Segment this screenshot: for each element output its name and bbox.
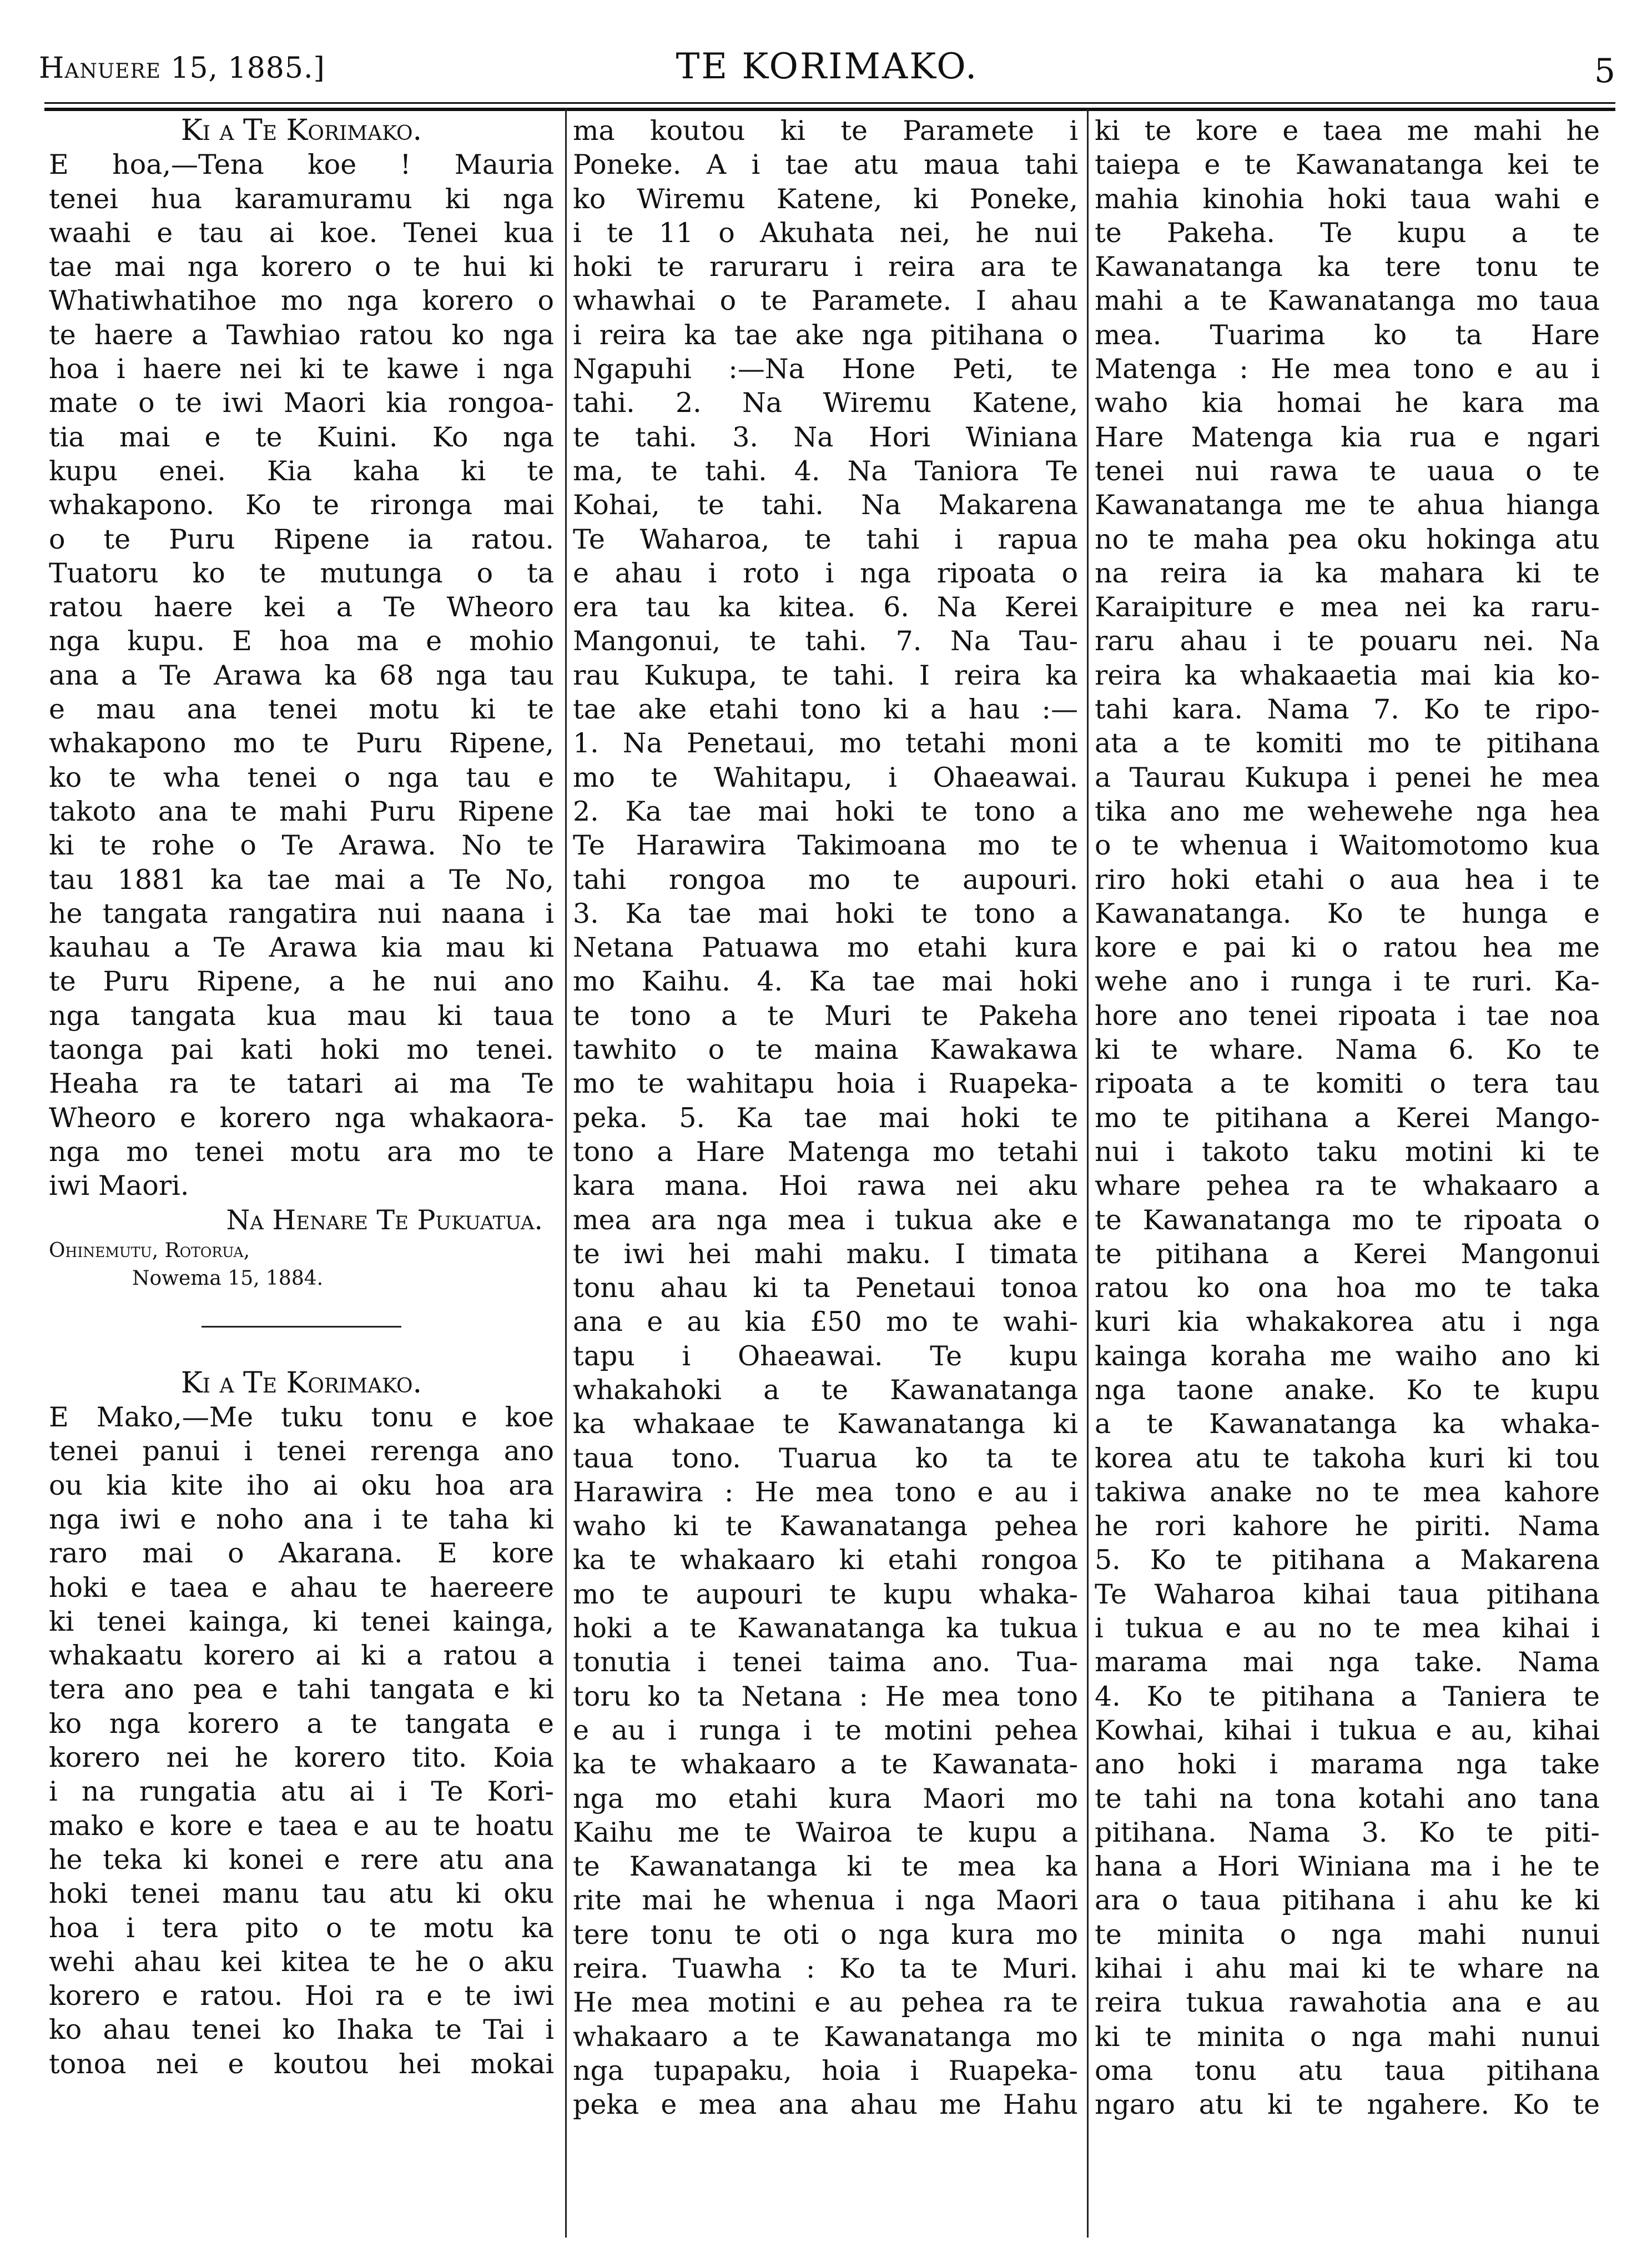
text-line: whare pehea ra te whakaaro a bbox=[1095, 1170, 1600, 1202]
text-line: taua tono. Tuarua ko ta te bbox=[573, 1442, 1078, 1474]
text-line: Kawanatanga ka tere tonu te bbox=[1095, 251, 1600, 283]
text-line: te Kawanatanga mo te ripoata o bbox=[1095, 1204, 1600, 1236]
header-rule-thick bbox=[44, 108, 1615, 111]
text-line: mea ara nga mea i tukua ake e bbox=[573, 1204, 1078, 1236]
text-line: toru ko ta Netana : He mea tono bbox=[573, 1680, 1078, 1712]
text-line: 4. Ko te pitihana a Taniera te bbox=[1095, 1680, 1600, 1712]
text-line: te tono a te Muri te Pakeha bbox=[573, 999, 1078, 1032]
text-line: Whatiwhatihoe mo nga korero o bbox=[49, 285, 554, 317]
text-line: mea. Tuarima ko ta Hare bbox=[1095, 319, 1600, 351]
text-line: 5. Ko te pitihana a Makarena bbox=[1095, 1544, 1600, 1576]
text-line: hore ano tenei ripoata i tae noa bbox=[1095, 999, 1600, 1032]
text-line: kupu enei. Kia kaha ki te bbox=[49, 455, 554, 487]
text-line: mako e kore e taea e au te hoatu bbox=[49, 1809, 554, 1842]
text-line: kara mana. Hoi rawa nei aku bbox=[573, 1170, 1078, 1202]
text-line: Poneke. A i tae atu maua tahi bbox=[573, 149, 1078, 181]
text-line: ratou ko ona hoa mo te taka bbox=[1095, 1272, 1600, 1304]
text-line: Kohai, te tahi. Na Makarena bbox=[573, 489, 1078, 521]
text-line: he rori kahore he piriti. Nama bbox=[1095, 1510, 1600, 1542]
text-line: reira tukua rawahotia ana e au bbox=[1095, 1987, 1600, 2019]
column-2 bbox=[573, 114, 1078, 2224]
text-line: oma tonu atu taua pitihana bbox=[1095, 2054, 1600, 2087]
text-line: tonu ahau ki ta Penetaui tonoa bbox=[573, 1272, 1078, 1304]
text-line: a Taurau Kukupa i penei he mea bbox=[1095, 761, 1600, 793]
text-line: nga tupapaku, hoia i Ruapeka- bbox=[573, 2054, 1078, 2087]
text-line: Netana Patuawa mo etahi kura bbox=[573, 932, 1078, 964]
text-line: mo te pitihana a Kerei Mango- bbox=[1095, 1102, 1600, 1134]
text-line: tenei panui i tenei rerenga ano bbox=[49, 1435, 554, 1467]
text-line: te Puru Ripene, a he nui ano bbox=[49, 966, 554, 998]
text-line: he teka ki konei e rere atu ana bbox=[49, 1843, 554, 1876]
text-line: whakapono mo te Puru Ripene, bbox=[49, 727, 554, 760]
text-line: kuri kia whakakorea atu i nga bbox=[1095, 1306, 1600, 1338]
text-line: tahi kara. Nama 7. Ko te ripo- bbox=[1095, 693, 1600, 726]
text-line: i na rungatia atu ai i Te Kori- bbox=[49, 1776, 554, 1808]
text-line: tau 1881 ka tae mai a Te No, bbox=[49, 863, 554, 896]
newspaper-title: TE KORIMAKO. bbox=[676, 46, 979, 87]
letter1-date: Nowema 15, 1884. bbox=[132, 1266, 324, 1290]
text-line: na reira ia ka mahara ki te bbox=[1095, 557, 1600, 589]
text-line: Te Waharoa, te tahi i rapua bbox=[573, 523, 1078, 555]
text-line: ka te whakaaro ki etahi rongoa bbox=[573, 1544, 1078, 1576]
text-line: Te Harawira Takimoana mo te bbox=[573, 830, 1078, 862]
text-line: kihai i ahu mai ki te whare na bbox=[1095, 1953, 1600, 1985]
text-line: nui i takoto taku motini ki te bbox=[1095, 1135, 1600, 1168]
text-line: nga mo etahi kura Maori mo bbox=[573, 1782, 1078, 1814]
text-line: hoki a te Kawanatanga ka tukua bbox=[573, 1612, 1078, 1645]
text-line: nga taone anake. Ko te kupu bbox=[1095, 1374, 1600, 1406]
text-line: nga mo tenei motu ara mo te bbox=[49, 1135, 554, 1168]
page-number: 5 bbox=[1594, 52, 1615, 91]
text-line: rau Kukupa, te tahi. I reira ka bbox=[573, 659, 1078, 691]
text-line: iwi Maori. bbox=[49, 1170, 189, 1202]
text-line: Karaipiture e mea nei ka raru- bbox=[1095, 591, 1600, 624]
text-line: tono a Hare Matenga mo tetahi bbox=[573, 1135, 1078, 1168]
text-line: Kawanatanga me te ahua hianga bbox=[1095, 489, 1600, 521]
text-line: E Mako,—Me tuku tonu e koe bbox=[49, 1401, 554, 1434]
column-2-body bbox=[573, 114, 1078, 2122]
text-line: waho ki te Kawanatanga pehea bbox=[573, 1510, 1078, 1542]
text-line: mahia kinohia hoki taua wahi e bbox=[1095, 183, 1600, 215]
text-line: i te 11 o Akuhata nei, he nui bbox=[573, 217, 1078, 249]
text-line: nga kupu. E hoa ma e mohio bbox=[49, 625, 554, 657]
text-line: tahi rongoa mo te aupouri. bbox=[573, 863, 1078, 896]
text-line: kore e pai ki o ratou hea me bbox=[1095, 932, 1600, 964]
letter2-heading: Ki a Te Korimako. bbox=[180, 1366, 422, 1400]
text-line: no te maha pea oku hokinga atu bbox=[1095, 523, 1600, 555]
header-rule-thin bbox=[44, 102, 1615, 104]
text-line: korero nei he korero tito. Koia bbox=[49, 1742, 554, 1774]
text-line: Ngapuhi :—Na Hone Peti, te bbox=[573, 353, 1078, 385]
text-line: He mea motini e au pehea ra te bbox=[573, 1987, 1078, 2019]
text-line: tonoa nei e koutou hei mokai bbox=[49, 2048, 554, 2080]
text-line: waho kia homai he kara ma bbox=[1095, 387, 1600, 419]
column-divider-1 bbox=[565, 108, 567, 2238]
text-line: whakaatu korero ai ki a ratou a bbox=[49, 1640, 554, 1672]
column-3-body bbox=[1095, 114, 1600, 2122]
text-line: ano hoki i marama nga take bbox=[1095, 1748, 1600, 1781]
text-line: tawhito o te maina Kawakawa bbox=[573, 1034, 1078, 1066]
text-line: tonutia i tenei taima ano. Tua- bbox=[573, 1646, 1078, 1678]
text-line: 1. Na Penetaui, mo tetahi moni bbox=[573, 727, 1078, 760]
text-line: e ahau i roto i nga ripoata o bbox=[573, 557, 1078, 589]
text-line: mo te Wahitapu, i Ohaeawai. bbox=[573, 761, 1078, 793]
text-line: hana a Hori Winiana ma i he te bbox=[1095, 1851, 1600, 1883]
text-line: marama mai nga take. Nama bbox=[1095, 1646, 1600, 1678]
text-line: Kaihu me te Wairoa te kupu a bbox=[573, 1816, 1078, 1848]
text-line: wehi ahau kei kitea te he o aku bbox=[49, 1946, 554, 1978]
text-line: ki tenei kainga, ki tenei kainga, bbox=[49, 1605, 554, 1637]
text-line: kauhau a Te Arawa kia mau ki bbox=[49, 932, 554, 964]
text-line: Heaha ra te tatari ai ma Te bbox=[49, 1068, 554, 1100]
letter2-body bbox=[49, 1400, 554, 2081]
text-line: 3. Ka tae mai hoki te tono a bbox=[573, 897, 1078, 929]
text-line: ko te wha tenei o nga tau e bbox=[49, 761, 554, 793]
text-line: Tuatoru ko te mutunga o ta bbox=[49, 557, 554, 589]
text-line: tika ano me wehewehe nga hea bbox=[1095, 795, 1600, 827]
text-line: te iwi hei mahi maku. I timata bbox=[573, 1238, 1078, 1270]
text-line: ripoata a te komiti o tera tau bbox=[1095, 1068, 1600, 1100]
text-line: mo te wahitapu hoia i Ruapeka- bbox=[573, 1068, 1078, 1100]
letter1-body bbox=[49, 148, 554, 1203]
text-line: taiepa e te Kawanatanga kei te bbox=[1095, 149, 1600, 181]
text-line: o te Puru Ripene ia ratou. bbox=[49, 523, 554, 555]
text-line: tera ano pea e tahi tangata e ki bbox=[49, 1673, 554, 1706]
text-line: ata a te komiti mo te pitihana bbox=[1095, 727, 1600, 760]
text-line: kainga koraha me waiho ano ki bbox=[1095, 1340, 1600, 1372]
text-line: Mangonui, te tahi. 7. Na Tau- bbox=[573, 625, 1078, 657]
column-1 bbox=[49, 114, 554, 2224]
text-line: reira. Tuawha : Ko ta te Muri. bbox=[573, 1953, 1078, 1985]
text-line: hoki te raruraru i reira ara te bbox=[573, 251, 1078, 283]
text-line: Kowhai, kihai i tukua e au, kihai bbox=[1095, 1714, 1600, 1746]
text-line: korea atu te takoha kuri ki tou bbox=[1095, 1442, 1600, 1474]
text-line: whakaaro a te Kawanatanga mo bbox=[573, 2020, 1078, 2053]
text-line: ki te whare. Nama 6. Ko te bbox=[1095, 1034, 1600, 1066]
text-line: korero e ratou. Hoi ra e te iwi bbox=[49, 1980, 554, 2012]
text-line: pitihana. Nama 3. Ko te piti- bbox=[1095, 1816, 1600, 1848]
text-line: ko Wiremu Katene, ki Poneke, bbox=[573, 183, 1078, 215]
text-line: ki te minita o nga mahi nunui bbox=[1095, 2020, 1600, 2053]
text-line: e mau ana tenei motu ki te bbox=[49, 693, 554, 726]
text-line: wehe ano i runga i te ruri. Ka- bbox=[1095, 966, 1600, 998]
text-line: ki te kore e taea me mahi he bbox=[1095, 115, 1600, 147]
text-line: hoki e taea e ahau te haereere bbox=[49, 1571, 554, 1603]
text-line: ka te whakaaro a te Kawanata- bbox=[573, 1748, 1078, 1781]
text-line: 2. Ka tae mai hoki te tono a bbox=[573, 795, 1078, 827]
text-line: whawhai o te Paramete. I ahau bbox=[573, 285, 1078, 317]
text-line: te tahi na tona kotahi ano tana bbox=[1095, 1782, 1600, 1814]
text-line: Te Waharoa kihai taua pitihana bbox=[1095, 1578, 1600, 1610]
text-line: taonga pai kati hoki mo tenei. bbox=[49, 1034, 554, 1066]
text-line: ko nga korero a te tangata e bbox=[49, 1707, 554, 1740]
text-line: ara o taua pitihana i ahu ke ki bbox=[1095, 1884, 1600, 1917]
text-line: tenei hua karamuramu ki nga bbox=[49, 183, 554, 215]
letter1-heading: Ki a Te Korimako. bbox=[180, 114, 422, 147]
text-line: ko ahau tenei ko Ihaka te Tai i bbox=[49, 2014, 554, 2046]
text-line: ngaro atu ki te ngahere. Ko te bbox=[1095, 2089, 1600, 2121]
text-line: ana e au kia £50 mo te wahi- bbox=[573, 1306, 1078, 1338]
text-line: tae mai nga korero o te hui ki bbox=[49, 251, 554, 283]
text-line: Harawira : He mea tono e au i bbox=[573, 1476, 1078, 1508]
text-line: takiwa anake no te mea kahore bbox=[1095, 1476, 1600, 1508]
text-line: riro hoki etahi o aua hea i te bbox=[1095, 863, 1600, 896]
text-line: te minita o nga mahi nunui bbox=[1095, 1918, 1600, 1951]
column-divider-2 bbox=[1087, 108, 1089, 2238]
text-line: peka. 5. Ka tae mai hoki te bbox=[573, 1102, 1078, 1134]
text-line: hoki tenei manu tau atu ki oku bbox=[49, 1878, 554, 1910]
text-line: era tau ka kitea. 6. Na Kerei bbox=[573, 591, 1078, 624]
text-line: ou kia kite iho ai oku hoa ara bbox=[49, 1469, 554, 1501]
text-line: Hare Matenga kia rua e ngari bbox=[1095, 421, 1600, 453]
text-line: tahi. 2. Na Wiremu Katene, bbox=[573, 387, 1078, 419]
text-line: i reira ka tae ake nga pitihana o bbox=[573, 319, 1078, 351]
article-separator bbox=[202, 1326, 401, 1328]
text-line: nga iwi e noho ana i te taha ki bbox=[49, 1503, 554, 1535]
column-3 bbox=[1095, 114, 1600, 2224]
text-line: Kawanatanga. Ko te hunga e bbox=[1095, 897, 1600, 929]
text-line: takoto ana te mahi Puru Ripene bbox=[49, 795, 554, 827]
text-line: peka e mea ana ahau me Hahu bbox=[573, 2089, 1078, 2121]
text-line: rite mai he whenua i nga Maori bbox=[573, 1884, 1078, 1917]
text-line: hoa i haere nei ki te kawe i nga bbox=[49, 353, 554, 385]
text-line: whakapono. Ko te rironga mai bbox=[49, 489, 554, 521]
text-line: tere tonu te oti o nga kura mo bbox=[573, 1918, 1078, 1951]
text-line: mo te aupouri te kupu whaka- bbox=[573, 1578, 1078, 1610]
text-line: he tangata rangatira nui naana i bbox=[49, 897, 554, 929]
text-line: nga tangata kua mau ki taua bbox=[49, 999, 554, 1032]
text-line: te haere a Tawhiao ratou ko nga bbox=[49, 319, 554, 351]
text-line: te pitihana a Kerei Mangonui bbox=[1095, 1238, 1600, 1270]
text-line: tia mai e te Kuini. Ko nga bbox=[49, 421, 554, 453]
text-line: te Kawanatanga ki te mea ka bbox=[573, 1851, 1078, 1883]
page-header bbox=[39, 31, 1615, 103]
text-line: o te whenua i Waitomotomo kua bbox=[1095, 830, 1600, 862]
text-line: mo Kaihu. 4. Ka tae mai hoki bbox=[573, 966, 1078, 998]
text-line: whakahoki a te Kawanatanga bbox=[573, 1374, 1078, 1406]
text-line: ma, te tahi. 4. Na Taniora Te bbox=[573, 455, 1078, 487]
issue-date: Hanuere 15, 1885.] bbox=[39, 52, 325, 85]
text-line: waahi e tau ai koe. Tenei kua bbox=[49, 217, 554, 249]
text-line: ana a Te Arawa ka 68 nga tau bbox=[49, 659, 554, 691]
text-line: hoa i tera pito o te motu ka bbox=[49, 1912, 554, 1944]
letter1-place: Ohinemutu, Rotorua, bbox=[49, 1239, 250, 1262]
text-line: te Pakeha. Te kupu a te bbox=[1095, 217, 1600, 249]
text-line: te tahi. 3. Na Hori Winiana bbox=[573, 421, 1078, 453]
text-line: mate o te iwi Maori kia rongoa- bbox=[49, 387, 554, 419]
text-line: tae ake etahi tono ki a hau :— bbox=[573, 693, 1078, 726]
text-line: reira ka whakaaetia mai kia ko- bbox=[1095, 659, 1600, 691]
text-line: ki te rohe o Te Arawa. No te bbox=[49, 830, 554, 862]
text-line: Wheoro e korero nga whakaora- bbox=[49, 1102, 554, 1134]
text-line: raru ahau i te pouaru nei. Na bbox=[1095, 625, 1600, 657]
text-line: a te Kawanatanga ka whaka- bbox=[1095, 1408, 1600, 1440]
text-line: ka whakaae te Kawanatanga ki bbox=[573, 1408, 1078, 1440]
text-line: E hoa,—Tena koe ! Mauria bbox=[49, 149, 554, 181]
text-line: tapu i Ohaeawai. Te kupu bbox=[573, 1340, 1078, 1372]
text-line: ma koutou ki te Paramete i bbox=[573, 115, 1078, 147]
text-line: e au i runga i te motini pehea bbox=[573, 1714, 1078, 1746]
text-line: ratou haere kei a Te Wheoro bbox=[49, 591, 554, 624]
letter1-signature: Na Henare Te Pukuatua. bbox=[226, 1204, 543, 1236]
text-line: mahi a te Kawanatanga mo taua bbox=[1095, 285, 1600, 317]
text-line: Matenga : He mea tono e au i bbox=[1095, 353, 1600, 385]
text-line: raro mai o Akarana. E kore bbox=[49, 1537, 554, 1570]
text-line: i tukua e au no te mea kihai i bbox=[1095, 1612, 1600, 1645]
text-line: tenei nui rawa te uaua o te bbox=[1095, 455, 1600, 487]
